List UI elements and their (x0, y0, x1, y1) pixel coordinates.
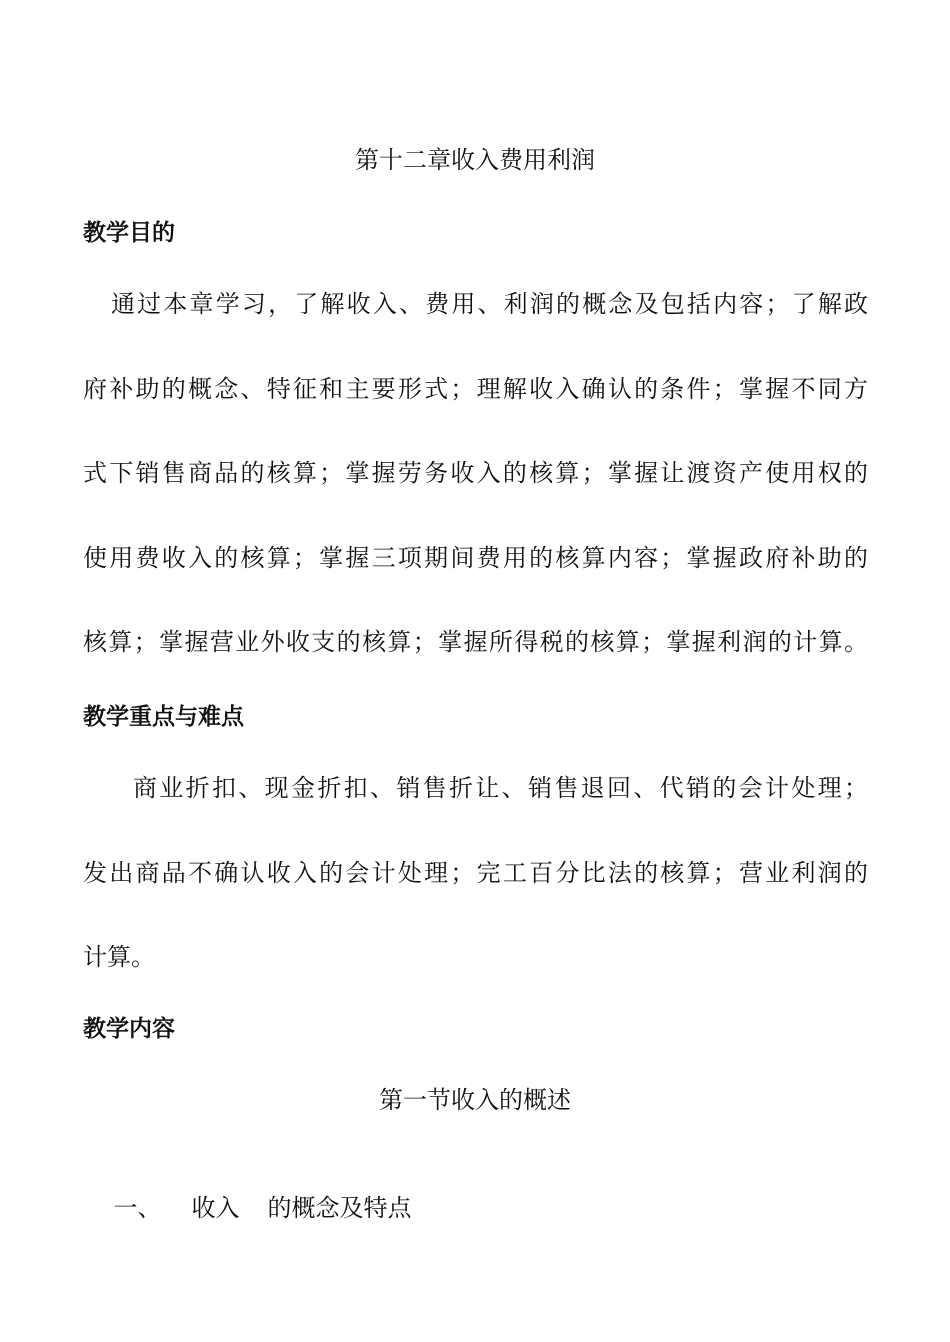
subheading-rest: 的概念及特点 (267, 1194, 412, 1222)
paragraph-line: 府补助的概念、特征和主要形式；理解收入确认的条件；掌握不同方 (83, 374, 868, 403)
key-points-heading: 教学重点与难点 (83, 704, 244, 730)
key-points-paragraph (83, 746, 868, 1000)
paragraph-line: 式下销售商品的核算；掌握劳务收入的核算；掌握让渡资产使用权的 (83, 459, 868, 487)
paragraph-line: 使用费收入的核算；掌握三项期间费用的核算内容；掌握政府补助的 (83, 543, 868, 572)
content-heading: 教学内容 (83, 1016, 175, 1042)
paragraph-line: 通过本章学习，了解收入、费用、利润的概念及包括内容；了解政 (111, 290, 868, 318)
paragraph-line: 计算。 (83, 943, 155, 971)
objective-heading: 教学目的 (83, 220, 175, 246)
subheading (83, 1154, 412, 1262)
section-title: 第一节收入的概述 (379, 1086, 571, 1114)
paragraph-line: 核算；掌握营业外收支的核算；掌握所得税的核算；掌握利润的计算。 (83, 628, 868, 656)
chapter-title: 第十二章收入费用利润 (355, 146, 595, 174)
subheading-number: 一、 (113, 1194, 162, 1222)
paragraph-line: 商业折扣、现金折扣、销售折让、销售退回、代销的会计处理； (133, 774, 868, 802)
paragraph-line: 发出商品不确认收入的会计处理；完工百分比法的核算；营业利润的 (83, 858, 868, 887)
subheading-word: 收入 (191, 1194, 240, 1222)
objective-paragraph (83, 262, 868, 685)
